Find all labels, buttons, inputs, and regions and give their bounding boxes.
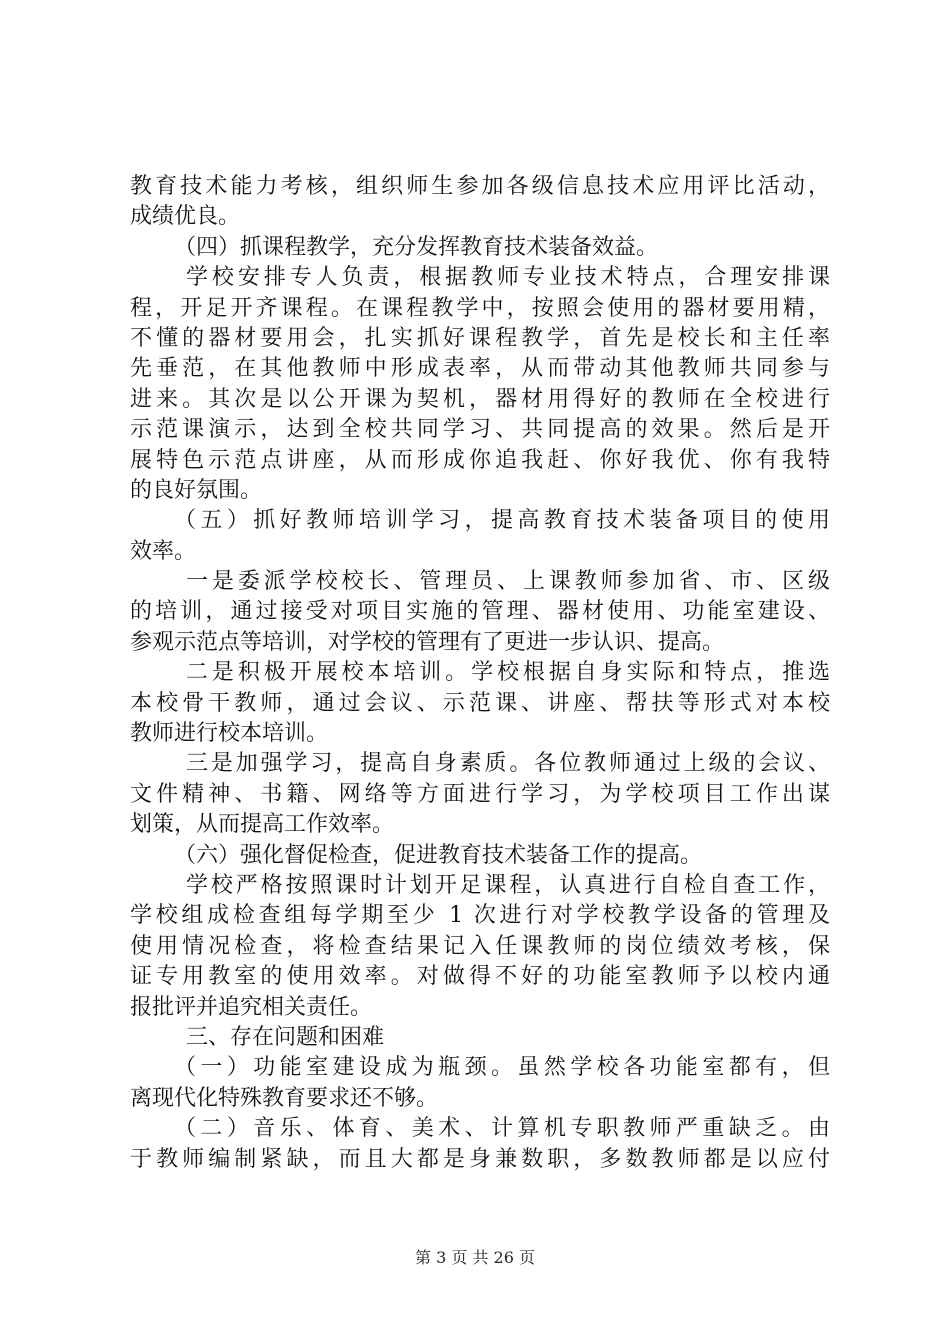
body-line: 学校组成检查组每学期至少 1 次进行对学校教学设备的管理及 bbox=[130, 903, 830, 929]
body-line: 二是积极开展校本培训。学校根据自身实际和特点，推选 bbox=[186, 660, 830, 686]
body-line: 教育技术能力考核，组织师生参加各级信息技术应用评比活动， bbox=[130, 174, 830, 199]
body-line: 划策，从而提高工作效率。 bbox=[130, 812, 395, 838]
section-heading: （四）抓课程教学，充分发挥教育技术装备效益。 bbox=[174, 234, 659, 260]
body-line: 的良好氛围。 bbox=[130, 477, 263, 503]
body-line: 教师进行校本培训。 bbox=[130, 721, 329, 747]
page-number-footer: 第 3 页 共 26 页 bbox=[415, 1248, 535, 1267]
body-line: 证专用教室的使用效率。对做得不好的功能室教师予以校内通 bbox=[130, 964, 830, 990]
body-line: 进来。其次是以公开课为契机，器材用得好的教师在全校进行 bbox=[130, 386, 830, 412]
body-line: 程，开足开齐课程。在课程教学中，按照会使用的器材要用精， bbox=[130, 295, 830, 321]
section-heading: （二）音乐、体育、美术、计算机专职教师严重缺乏。由 bbox=[174, 1116, 830, 1142]
body-line: 学校严格按照课时计划开足课程，认真进行自检自查工作， bbox=[186, 872, 830, 898]
body-line: 示范课演示，达到全校共同学习、共同提高的效果。然后是开 bbox=[130, 417, 830, 443]
body-line: 展特色示范点讲座，从而形成你追我赶、你好我优、你有我特 bbox=[130, 447, 830, 473]
chapter-heading: 三、存在问题和困难 bbox=[186, 1024, 385, 1050]
body-line: 离现代化特殊教育要求还不够。 bbox=[130, 1085, 439, 1111]
section-heading: （五）抓好教师培训学习，提高教育技术装备项目的使用 bbox=[174, 508, 830, 534]
body-line: 效率。 bbox=[130, 538, 197, 564]
section-heading: （六）强化督促检查，促进教育技术装备工作的提高。 bbox=[174, 842, 703, 868]
body-line: 先垂范，在其他教师中形成表率，从而带动其他教师共同参与 bbox=[130, 356, 830, 382]
body-line: 学校安排专人负责，根据教师专业技术特点，合理安排课 bbox=[186, 265, 830, 291]
body-line: 一是委派学校校长、管理员、上课教师参加省、市、区级 bbox=[186, 569, 830, 595]
body-line: 本校骨干教师，通过会议、示范课、讲座、帮扶等形式对本校 bbox=[130, 690, 830, 716]
body-line: 文件精神、书籍、网络等方面进行学习，为学校项目工作出谋 bbox=[130, 781, 830, 807]
body-line: 的培训，通过接受对项目实施的管理、器材使用、功能室建设、 bbox=[130, 599, 830, 625]
body-line: 于教师编制紧缺，而且大都是身兼数职，多数教师都是以应付 bbox=[130, 1146, 830, 1172]
body-line: 三是加强学习，提高自身素质。各位教师通过上级的会议、 bbox=[186, 751, 830, 777]
section-heading: （一）功能室建设成为瓶颈。虽然学校各功能室都有，但 bbox=[174, 1055, 830, 1081]
body-line: 成绩优良。 bbox=[130, 204, 241, 230]
document-body bbox=[130, 172, 830, 1175]
body-line: 报批评并追究相关责任。 bbox=[130, 994, 373, 1020]
body-line: 使用情况检查，将检查结果记入任课教师的岗位绩效考核，保 bbox=[130, 933, 830, 959]
body-line: 不懂的器材要用会，扎实抓好课程教学，首先是校长和主任率 bbox=[130, 325, 830, 351]
body-line: 参观示范点等培训，对学校的管理有了更进一步认识、提高。 bbox=[130, 629, 725, 655]
